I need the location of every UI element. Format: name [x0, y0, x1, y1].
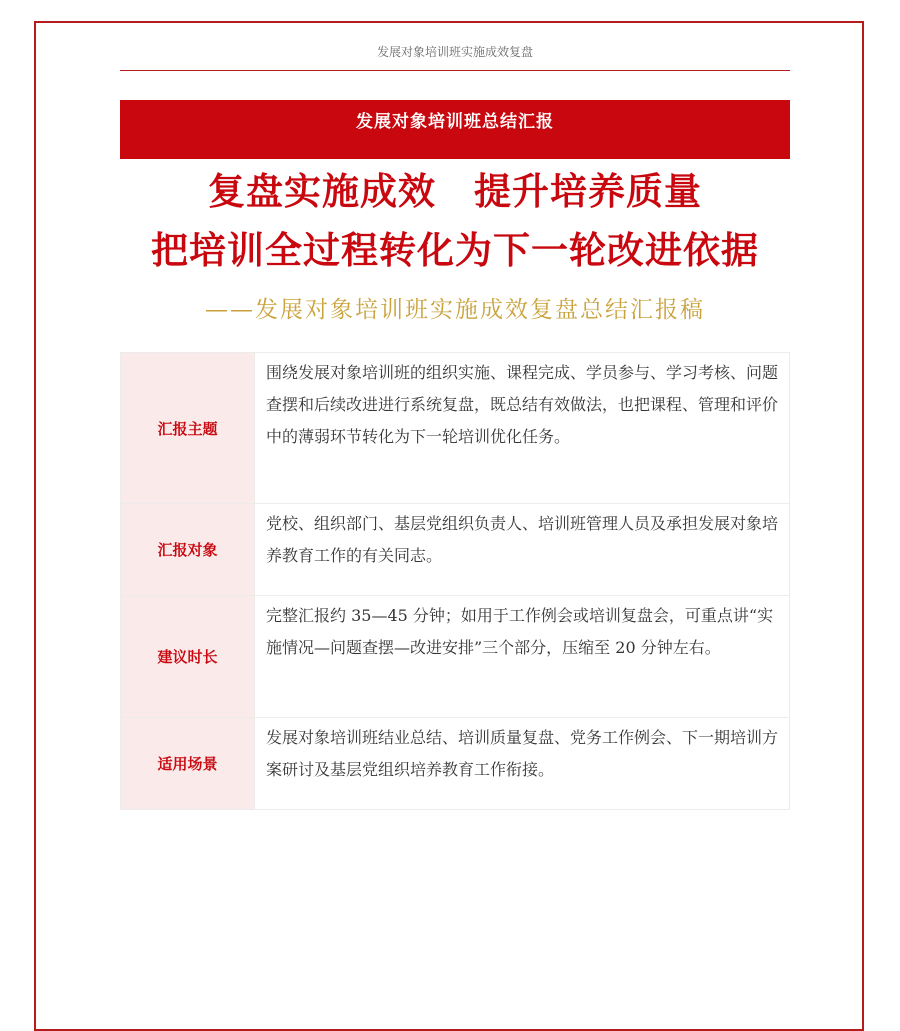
info-label: 适用场景 [121, 718, 255, 810]
running-header: 发展对象培训班实施成效复盘 [376, 45, 533, 59]
info-value: 发展对象培训班结业总结、培训质量复盘、党务工作例会、下一期培训方案研讨及基层党组织培养教育工作衔接。 [255, 718, 790, 810]
main-title-line-1: 复盘实施成效 提升培养质量 [208, 170, 702, 213]
info-label: 建议时长 [121, 596, 255, 718]
header-divider [120, 70, 790, 71]
info-value: 党校、组织部门、基层党组织负责人、培训班管理人员及承担发展对象培养教育工作的有关同志。 [255, 504, 790, 596]
banner-text: 发展对象培训班总结汇报 [356, 112, 554, 132]
info-row-audience [121, 504, 790, 596]
info-value: 围绕发展对象培训班的组织实施、课程完成、学员参与、学习考核、问题查摆和后续改进进行系统复盘，既总结有效做法，也把课程、管理和评价中的薄弱环节转化为下一轮培训优化任务。 [255, 353, 790, 504]
info-label: 汇报主题 [121, 353, 255, 504]
report-info-table [120, 352, 790, 810]
info-row-duration [121, 596, 790, 718]
main-title-line-2: 把培训全过程转化为下一轮改进依据 [151, 229, 759, 272]
info-row-theme [121, 353, 790, 504]
report-banner [120, 100, 790, 159]
subtitle: ——发展对象培训班实施成效复盘总结汇报稿 [205, 297, 705, 323]
info-label: 汇报对象 [121, 504, 255, 596]
info-value: 完整汇报约 35—45 分钟；如用于工作例会或培训复盘会，可重点讲“实施情况—问题查摆—改进安排”三个部分，压缩至 20 分钟左右。 [255, 596, 790, 718]
info-row-scenarios [121, 718, 790, 810]
